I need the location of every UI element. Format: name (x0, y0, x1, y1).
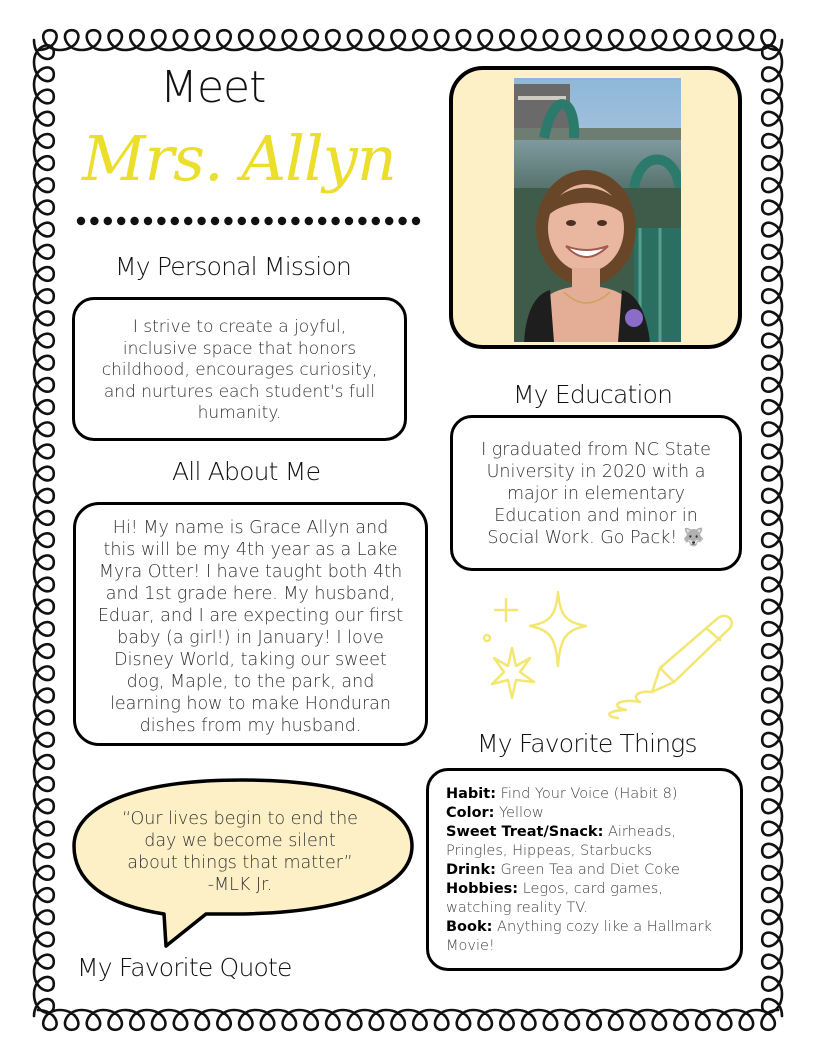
teacher-photo (514, 78, 681, 342)
mission-title: My Personal Mission (115, 252, 351, 281)
education-box (450, 415, 742, 571)
favorite-item (446, 785, 724, 804)
favorite-value: Find Your Voice (Habit 8) (500, 786, 678, 802)
dotted-divider (76, 214, 426, 228)
favorites-box (426, 768, 743, 971)
favorite-value: Green Tea and Diet Coke (500, 862, 680, 878)
favorite-item (446, 918, 724, 956)
favorite-value: Legos, card games, watching reality TV. (446, 881, 663, 916)
favorite-item (446, 804, 724, 823)
quote-text: “Our lives begin to end the day we become silent about things that matter” -MLK Jr. (122, 809, 358, 895)
quote-title: My Favorite Quote (77, 953, 292, 982)
favorite-item (446, 823, 724, 861)
favorites-list (446, 785, 724, 956)
favorite-value: Anything cozy like a Hallmark Movie! (446, 919, 712, 954)
favorite-item (446, 861, 724, 880)
favorite-label: Sweet Treat/Snack: (446, 824, 604, 840)
sparkle-icon (478, 586, 594, 710)
favorite-item (446, 880, 724, 918)
mission-box (72, 297, 407, 441)
favorite-value: Yellow (499, 805, 544, 821)
favorite-label: Habit: (446, 786, 496, 802)
favorites-title: My Favorite Things (477, 729, 697, 758)
photo-frame (449, 66, 742, 349)
favorite-label: Book: (446, 919, 493, 935)
favorite-value: Airheads, Pringles, Hippeas, Starbucks (446, 824, 677, 859)
about-title: All About Me (172, 457, 321, 486)
meet-heading: Meet (160, 62, 266, 113)
favorite-label: Hobbies: (446, 881, 519, 897)
education-title: My Education (513, 380, 673, 409)
about-text: Hi! My name is Grace Allyn and this will be my 4th year as a Lake Myra Otter! I have taught both 4th and 1st grade here. My husband, Eduar, and I are expecting our first baby (a girl!) in January! I love Disney World, taking our sweet dog, Maple, to the park, and learning how to make Honduran dishes from my husband. (97, 518, 404, 736)
education-text: I graduated from NC State University in 2020 with a major in elementary Education and minor in Social Work. Go Pack! 🐺 (481, 440, 711, 548)
favorite-label: Drink: (446, 862, 496, 878)
pencil-icon (600, 606, 740, 726)
favorite-label: Color: (446, 805, 495, 821)
teacher-name-heading: Mrs. Allyn (82, 122, 396, 195)
about-box (73, 502, 428, 746)
mission-text: I strive to create a joyful, inclusive space that honors childhood, encourages curiosity, and nurtures each student's full humanity. (101, 317, 378, 423)
